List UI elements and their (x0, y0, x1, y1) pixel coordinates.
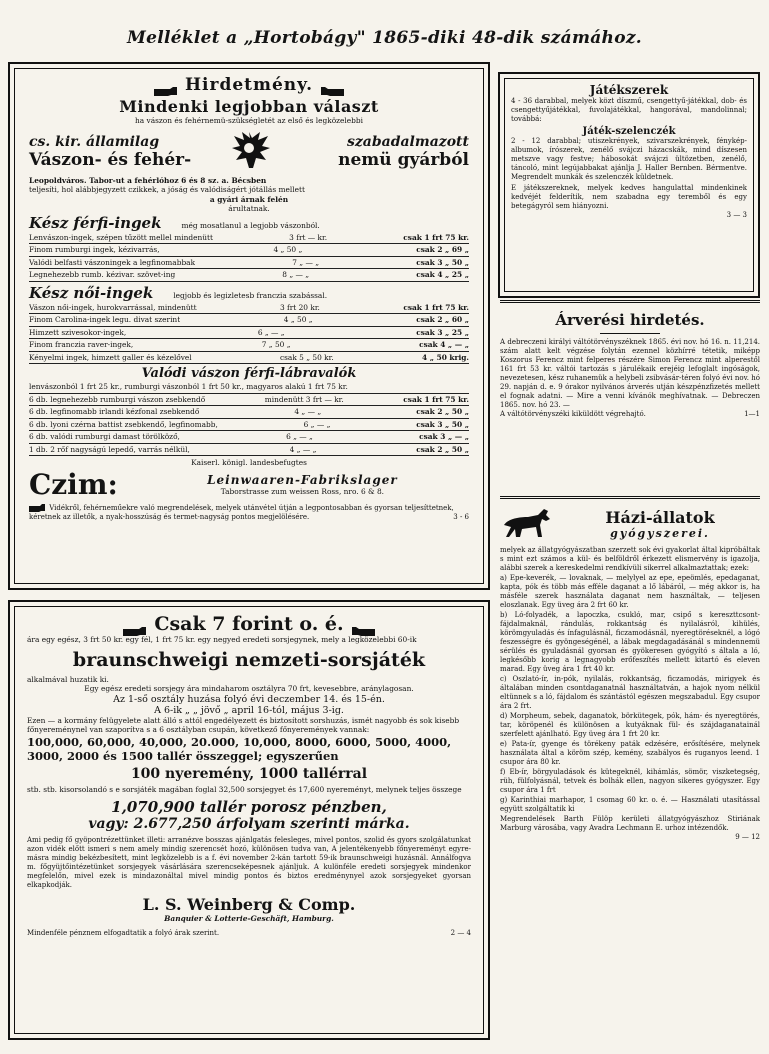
item-price: 4 „ — „ (289, 444, 317, 454)
price-row (29, 302, 469, 315)
remedy-item: g) Karinthiai marhapor, 1 csomag 60 kr. o. é. — Használati utasítással együtt szolgáltatik ki (500, 796, 760, 813)
item-price: 7 „ — „ (292, 257, 320, 267)
item-name: 6 db. legfinomabb irlandi kézfonal zsebkendő (29, 407, 200, 417)
item-sale-price: csak 3 „ 25 „ (416, 327, 469, 337)
item-price: 6 „ — „ (257, 327, 285, 337)
pointing-hand-icon (318, 81, 344, 91)
address-line-2: teljesíti, hol alábbjegyzett czikkek, a jóság és valódiságért jótállás mellett (29, 185, 305, 195)
state-right: szabadalmazott (346, 133, 469, 150)
kaiserl-line: Kaiserl. königl. landesbefugtes (191, 458, 307, 468)
auction-title: Árverési hirdetés. (555, 311, 705, 329)
toys-ad (498, 72, 760, 298)
animals-title: Házi-állatok (605, 508, 715, 527)
men-shirts-title: Kész férfi-ingek (29, 213, 162, 232)
footer-note: Vidékről, fehérneműekre való megrendelések, melyek utánvétel útján a legpontosabban és gyorsan teljesíttetnek, kéretnek az illetők, a nyak-hosszúság és termet-nagyság pontos megjelölésére. (29, 504, 454, 522)
lottery-ref: 2 — 4 (450, 929, 471, 938)
item-name: Finom franczia raver-ingek, (29, 340, 134, 350)
price-row (29, 244, 469, 257)
lottery-line-6: Ezen — a kormány felügyelete alatt álló s attól engedélyezett és biztosított sorshuzás, ismét nagyobb és sok kisebb főnyereménynel van szaporítva s a 6 osztályban csupán, következő főnyeremények vannak: (27, 715, 460, 735)
women-shirts-note: legjobb és legizletesb franczia szabással. (173, 290, 328, 300)
item-price: 4 „ 50 „ (273, 245, 303, 255)
pointing-hand-icon (123, 621, 149, 631)
item-price: 4 „ 50 „ (283, 315, 313, 325)
item-price: 3 frt — kr. (289, 232, 328, 242)
lottery-total-2: vagy: 2.677,250 árfolyam szerinti márka. (88, 815, 410, 832)
price-row (29, 381, 469, 394)
lottery-company-sub: Banquier & Lotterie-Geschäft, Hamburg. (164, 913, 334, 923)
toys-ref: 3 — 3 (726, 211, 747, 219)
auction-text: A debreczeni királyi váltótörvényszéknek 1865. évi nov. hó 16. n. 11,214. szám alatt kelt végzése folytán ezennel közhírré tétetik, miképp Koszorus Ferencz mint felperes részére Simon Ferencz mint alperestől 161 frt 53 kr. váltói tartozás s járulékaik erejéig lefoglalt ingóságok, nevezetesen, kész ruhanemük a helybeli zsibvásár-téren folyó évi nov. hó 29. napján d. e. 9 órakor nyilvános árverés utján készpénzfizetés mellett el fognak adatni. — Mire a venni kívánók meghívatnak. — Debreczen 1865. nov. hó 23. — (500, 338, 760, 409)
item-sale-price: csak 2 „ 60 „ (416, 315, 469, 325)
item-sale-price: csak 1 frt 75 kr. (403, 232, 469, 242)
item-sale-price: 4 „ 50 krig. (422, 352, 469, 362)
item-name: Legnehezebb rumb. kézivar. szövet-ing (29, 270, 176, 280)
lottery-line-3: Egy egész eredeti sorsjegy ára mindaharom osztályra 70 frt, kevesebbre, aránylagosan. (84, 684, 414, 694)
ad-title: Mindenki legjobban választ (119, 97, 379, 116)
lottery-prize-line: 100 nyeremény, 1000 tallérral (130, 765, 368, 782)
item-price: csak 5 „ 50 kr. (280, 352, 334, 362)
item-sale-price: csak 1 frt 75 kr. (403, 394, 469, 404)
toys-text-1: 4 - 36 darabbal, melyek közt díszmű, csengettyű-játékkal, dob- és csengettyűjátékkal, fuvolajátékkal, hangorával, mandolinnal; továbbá: (511, 97, 747, 123)
lottery-prizes: 100,000, 60,000, 40,000, 20.000, 10,000, 8000, 6000, 5000, 4000, 3000, 2000 és 1500 tallér összeggel; egyszerűen (27, 734, 452, 763)
address-line-3: a gyári árnak felén (209, 194, 289, 204)
item-name: 6 db. legnehezebb rumburgi vászon zsebkendő (29, 394, 206, 404)
item-name: lenvászonból 1 frt 25 kr., rumburgi vászonból 1 frt 50 kr., magyaros alakú 1 frt 75 kr. (29, 382, 348, 392)
auction-ref: 1—1 (744, 410, 760, 418)
masthead: Melléklet a „Hortobágy" 1865-diki 48-dik számához. (126, 28, 643, 48)
address-line-4: árultatnak. (228, 204, 270, 214)
item-price: 8 „ — „ (282, 270, 310, 280)
animals-subtitle: gyógyszerei. (610, 527, 710, 540)
women-shirts-table (29, 302, 469, 365)
price-row (29, 352, 469, 365)
item-name: 1 db. 2 rőf nagyságú lepedő, varrás nélkül, (29, 444, 190, 454)
linen-table (29, 381, 469, 456)
animals-intro: melyek az állatgyógyászatban szerzett sok évi gyakorlat által kipróbáltak s mint ezt számos a kül- és belföldről érkezett elismervény is igazolja, alábbi szerek a kereskedelmi rendkívüli sikerrel alkalmaztattak; ezek: (500, 546, 760, 572)
remedy-item: f) Eb-ír, börgyuladások és kütegeknél, kihámlás, sömör, viszketegség, rüh, fülfolyásnál, tetvek és bolhák ellen, nagyon sikeres gyógyszer. Egy csupor ára 1 frt (500, 768, 760, 794)
item-sale-price: csak 1 frt 75 kr. (403, 302, 469, 312)
remedy-item: Megrendelések Barth Fülöp kerületi állatgyógyászhoz Stiriának Marburg városába, vagy Avadra Lechmann E. urhoz intézendők. (500, 815, 760, 832)
ad-subtitle: ha vászon és fehérnemü-szükségletét az első és legközelebbi (135, 116, 363, 125)
price-row (29, 339, 469, 352)
item-name: Finom rumburgi ingek, kézivarrás, (29, 245, 160, 255)
clothing-ad (8, 62, 490, 590)
item-sale-price: csak 2 „ 69 „ (416, 245, 469, 255)
price-row (29, 257, 469, 270)
lottery-header: Csak 7 forint o. é. (154, 613, 344, 635)
item-price: 6 „ — „ (303, 419, 331, 429)
item-name: Vászon női-ingek, hurokvarrással, mindenütt (29, 302, 197, 312)
item-sale-price: csak 2 „ 50 „ (416, 407, 469, 417)
item-name: 6 db. valódi rumburgi damast törölköző, (29, 432, 180, 442)
state-left: cs. kir. államilag (29, 133, 160, 150)
item-name: Himzett szivesokor-ingek, (29, 327, 127, 337)
price-row (29, 419, 469, 432)
factory-right: nemü gyárból (338, 149, 469, 170)
horse-icon (500, 505, 560, 543)
price-row (29, 269, 469, 282)
remedy-item: b) Ló-folyadék, a lapoczka, csukló, mar, csipő s kereszttcsont-fájdalmaknál, rándulás, rokkantság és nyilalásról, kihülés, körömgyuladás és ínfagulásnál, ficzamodásnál, nyeregtöréseknél, a lógó feszességre és gyöngeségénél, a lábak megdagadásánál s mindennemü sérülés és gyuladásnál gyorsan és gyökeresen gyógyító s általa a ló, legkésőbb korig a legnagyobb erőfeszítés mellett kitartó és eleven marad. Egy üveg ára 1 frt 40 kr. (500, 611, 760, 673)
auction-signature: A váltótörvényszéki kiküldött végrehajtó. (500, 410, 646, 418)
remedy-item: c) Oszlató-ír, in-pók, nyilalás, rokkantság, ficzamodás, mirigyek és általában minden csontdaganatnál használtatván, a hajok nyom nélkül eltünnek s a ló, fájdalom és szántástól egészen megszabadul. Egy csupor ára 2 frt. (500, 675, 760, 710)
lottery-total-1: 1,070,900 tallér porosz pénzben, (111, 797, 387, 816)
toys-subtitle: Játék-szelenczék (582, 126, 676, 137)
men-shirts-note: még mosatlanul a legjobb vászonból. (181, 220, 320, 230)
company-german: Leinwaaren-Fabrikslager (207, 472, 398, 487)
lottery-ad (8, 600, 490, 1040)
toys-title: Játékszerek (589, 83, 669, 97)
item-sale-price: csak 3 „ — „ (419, 432, 469, 442)
item-price: 6 „ — „ (286, 432, 313, 442)
footer-ref: 3 - 6 (453, 513, 469, 522)
price-row (29, 314, 469, 327)
item-price: 4 „ — „ (294, 407, 322, 417)
price-row (29, 394, 469, 407)
lottery-line-4: Az 1-ső osztály huzása folyó évi deczember 14. és 15-én. (113, 693, 385, 705)
ad-header: Hirdetmény. (184, 75, 314, 95)
toys-text-2: 2 - 12 darabbal; utiszekrények, szivarszekrények, fénykép-albumok, írószerek, zenélő svájczi házacskák, mind díszesen metszve vagy festve; hábosokát svájczi ültözetben, zenélő, táncoló, mint legújabbakat ajánlja J. Haller Bernben. Bérmentve. Megrendelt munkák és szelenczék küldetnek. (511, 137, 747, 181)
lottery-company: L. S. Weinberg & Comp. (142, 894, 356, 914)
linen-title: Valódi vászon férfi-lábravalók (141, 366, 357, 382)
lottery-line-5: A 6-ik „ „ jövő „ april 16-tól, május 3-ig. (154, 704, 344, 716)
czim-label: Czim: (29, 468, 118, 502)
item-sale-price: csak 4 „ — „ (419, 340, 469, 350)
animal-remedy-list (500, 574, 760, 833)
factory-left: Vászon- és fehér- (29, 149, 192, 170)
double-eagle-emblem (224, 128, 274, 176)
price-row (29, 444, 469, 457)
item-price: 7 „ 50 „ (261, 340, 291, 350)
price-row (29, 406, 469, 419)
item-price: mindenütt 3 frt — kr. (264, 394, 344, 404)
animal-remedies-ad (500, 496, 760, 1048)
item-name: Lenvászon-ingek, szépen tűzött mellel mindenütt (29, 232, 213, 242)
price-row (29, 327, 469, 340)
lottery-line-1: ára egy egész, 3 frt 50 kr. egy fél, 1 frt 75 kr. egy negyed eredeti sorsjegynek, mely a legközelebbi 60-ik (27, 635, 417, 644)
lottery-line-7: stb. stb. kisorsolandó s e sorsjáték magában foglal 32,500 sorsjegyet és 17,600 nyereményt, melynek teljes összege (27, 784, 462, 794)
animals-ref: 9 — 12 (735, 833, 760, 841)
lottery-body: Ami pedig fő gyöpontrézettünket illeti: arranézve bosszas ajánlgatás felesleges, mivel pontos, szolid és gyors szolgálatunkat azon vidék előtt ismeri s nem amely mindig szerencsét hozó, különösen tudva van, A jelentékenyebb főnyereményt egyre-másra mindig bekézbesített, mint legközelebb is a f. évi november 2-kán tartott 59-ik braunschweigi huzásnál. Annálfogva m. főgyüjtőintézetünket sorsjegyek vásárlására szerencseképesnek ajánljuk. A kulönféle eredeti sorsjegyek mindenkor megfelelőn, mivel ezek is mindazonáltal mivel mindig pontos és biztos eredménynyel azok sorsjegyeket gyorsan elkapkodják. (27, 835, 471, 889)
item-name: Finom Carolina-ingek legu. divat szerint (29, 315, 181, 325)
lottery-title: braunschweigi nemzeti-sorsjáték (72, 648, 426, 671)
auction-notice (500, 300, 760, 490)
pointing-hand-icon (29, 504, 47, 512)
pointing-hand-icon (349, 621, 375, 631)
item-sale-price: csak 2 „ 50 „ (416, 444, 469, 454)
item-name: Kényelmi ingek, himzett galler és kézelővel (29, 352, 192, 362)
remedy-item: e) Pata-ír, gyenge és törékeny paták edzésére, erősítésére, melynek használata által a köröm szép, kemény, szabályos és ruganyos leend. 1 csupor ára 80 kr. (500, 740, 760, 766)
item-sale-price: csak 4 „ 25 „ (416, 270, 469, 280)
item-sale-price: csak 3 „ 50 „ (416, 257, 469, 267)
item-sale-price: csak 3 „ 50 „ (416, 419, 469, 429)
address-line-1: Leopoldváros. Tabor-ut a fehérlóhoz 6 és 8 sz. a. Bécsben (29, 175, 267, 185)
company-address: Taborstrasse zum weissen Ross, nro. 6 & 8. (220, 486, 385, 496)
lottery-footer: Mindenféle pénznem elfogadtatik a folyó árak szerint. (27, 929, 220, 938)
pointing-hand-icon (154, 81, 180, 91)
price-row (29, 232, 469, 245)
item-price: 3 frt 20 kr. (279, 302, 320, 312)
item-name: 6 db. lyoni czérna battist zsebkendő, legfinomabb, (29, 419, 218, 429)
price-row (29, 431, 469, 444)
men-shirts-table (29, 232, 469, 282)
women-shirts-title: Kész női-ingek (29, 283, 154, 302)
remedy-item: d) Morpheum, sebek, daganatok, börkütegek, pók, hám- és nyeregtörés, tar, köröpenél és különösen a kutyáknak fül- és szájdaganatainál szerfelett ajánlható. Egy üveg ára 1 frt 20 kr. (500, 712, 760, 738)
item-name: Valódi belfasti vászoningek a legfinomabbak (29, 257, 196, 267)
toys-text-3: E játékszereknek, melyek kedves hangulattal mindenkinek kedvéjét felderítik, nem szabadna egy teremből és egy betegágyról sem hiányozni. (511, 184, 747, 210)
remedy-item: a) Epe-keverék, — lovaknak, — melylyel az epe, epeömlés, epedaganat, kapta, pók és több más efféle daganat a lő lábáról, — még akkor is, ha másféle szerek használata daganat nem használtak, — teljesen eloszlanak. Egy üveg ára 2 frt 60 kr. (500, 574, 760, 609)
lottery-line-2: alkalmával huzatik ki. (27, 674, 109, 684)
